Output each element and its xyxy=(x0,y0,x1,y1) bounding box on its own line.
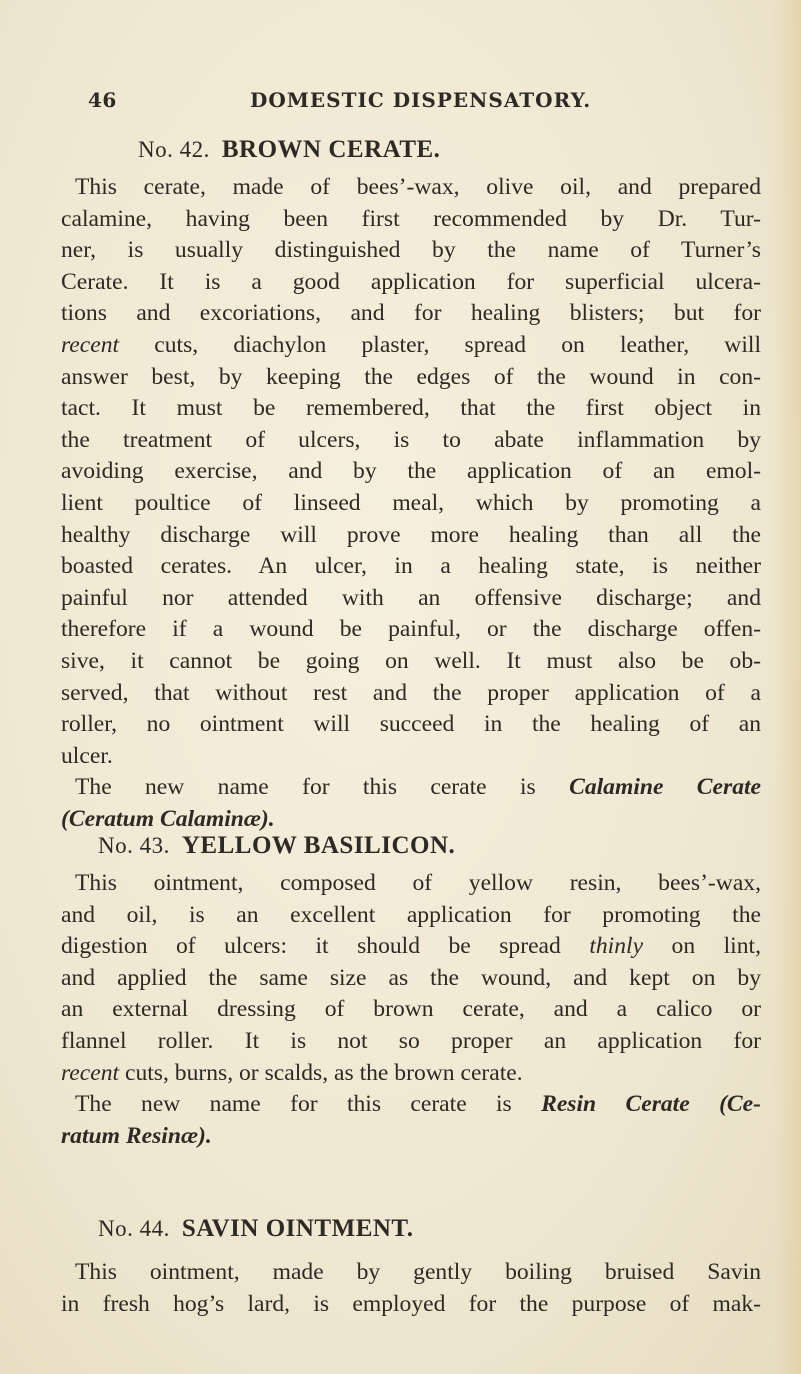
text-fragment: The new name for this cerate is xyxy=(75,774,536,801)
text-line xyxy=(61,772,761,804)
text-line: an external dressing of brown cerate, and a calico or xyxy=(61,996,761,1023)
text-line: ulcer. xyxy=(61,742,113,769)
text-line: answer best, by keeping the edges of the wound in con- xyxy=(61,363,761,390)
latin-name-part: (Ce- xyxy=(719,1091,761,1118)
page-number: 46 xyxy=(88,88,117,112)
text-fragment: digestion of ulcers: it should be spread xyxy=(61,933,561,960)
italic-word: thinly xyxy=(589,933,644,960)
section-body-44 xyxy=(61,1257,761,1320)
section-body-42 xyxy=(61,172,761,835)
text-line: in fresh hog’s lard, is employed for the purpose of mak- xyxy=(61,1290,761,1317)
text-line: This cerate, made of bees’-wax, olive oil, and prepared xyxy=(75,174,761,200)
new-name: Resin Cerate xyxy=(541,1091,690,1118)
text-fragment: The new name for this cerate is xyxy=(75,1091,512,1118)
section-heading-44 xyxy=(98,1215,414,1243)
new-name: Calamine Cerate xyxy=(569,774,762,801)
section-body-43 xyxy=(61,868,761,1152)
text-line: healthy discharge will prove more healing than all the xyxy=(61,521,761,548)
section-heading-43 xyxy=(98,832,455,860)
text-line: This ointment, made by gently boiling bruised Savin xyxy=(75,1259,761,1285)
text-line: the treatment of ulcers, is to abate inflammation by xyxy=(61,426,761,453)
text-fragment: cuts, diachylon plaster, spread on leather, will xyxy=(154,331,762,358)
text-line: avoiding exercise, and by the application of an emol- xyxy=(61,458,761,485)
page-edge-shading xyxy=(773,0,801,1374)
latin-name-part: ratum Resinæ). xyxy=(61,1122,212,1149)
text-line: sive, it cannot be going on well. It must also be ob- xyxy=(61,647,761,674)
text-line: painful nor attended with an offensive discharge; and xyxy=(61,584,761,611)
text-line: calamine, having been first recommended by Dr. Tur- xyxy=(61,205,761,232)
section-title: SAVIN OINTMENT. xyxy=(181,1215,414,1242)
text-fragment: on lint, xyxy=(671,933,761,960)
text-line: boasted cerates. An ulcer, in a healing state, is neither xyxy=(61,553,761,580)
text-line: roller, no ointment will succeed in the healing of an xyxy=(61,711,761,738)
latin-name: (Ceratum Calaminæ). xyxy=(61,805,275,832)
text-line: tions and excoriations, and for healing blisters; but for xyxy=(61,300,761,327)
section-title: BROWN CERATE. xyxy=(221,136,441,163)
italic-word: recent xyxy=(61,1059,120,1086)
text-line: and applied the same size as the wound, and kept on by xyxy=(61,964,761,991)
section-title: YELLOW BASILICON. xyxy=(181,832,456,859)
section-number: No. 42. xyxy=(138,137,210,162)
text-line: and oil, is an excellent application for promoting the xyxy=(61,901,761,928)
text-line: Cerate. It is a good application for superficial ulcera- xyxy=(61,268,761,295)
italic-word: recent xyxy=(61,331,120,358)
text-fragment: cuts, burns, or scalds, as the brown cerate. xyxy=(124,1059,523,1086)
text-line: This ointment, composed of yellow resin, bees’-wax, xyxy=(75,870,761,896)
text-line: ner, is usually distinguished by the name of Turner’s xyxy=(61,237,761,264)
text-line xyxy=(61,931,761,963)
section-number: No. 43. xyxy=(98,833,170,858)
text-line: flannel roller. It is not so proper an application for xyxy=(61,1027,761,1054)
text-line: therefore if a wound be painful, or the discharge offen- xyxy=(61,616,761,643)
text-line: served, that without rest and the proper application of a xyxy=(61,679,761,706)
section-heading-42 xyxy=(138,136,440,164)
text-line xyxy=(61,1058,761,1090)
text-line: lient poultice of linseed meal, which by promoting a xyxy=(61,489,761,516)
text-line xyxy=(61,330,761,362)
section-number: No. 44. xyxy=(98,1216,170,1241)
running-title: DOMESTIC DISPENSATORY. xyxy=(250,88,592,112)
text-line: tact. It must be remembered, that the first object in xyxy=(61,395,761,422)
text-line xyxy=(61,1089,761,1121)
